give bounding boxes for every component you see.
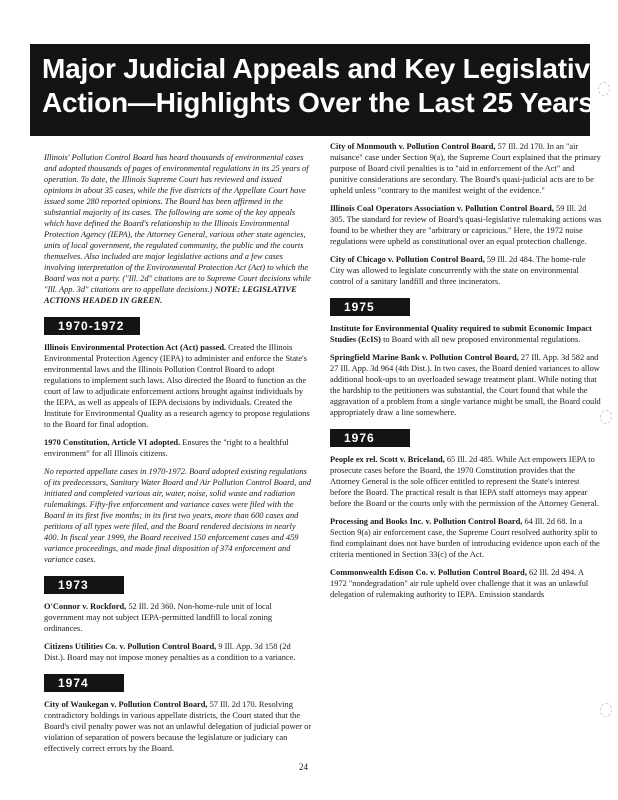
entry-citizens-utilities: Citizens Utilities Co. v. Pollution Control Board, 9 Ill. App. 3d 158 (2d Dist.). Board may not impose money penalties as a condition to a variance. xyxy=(44,642,296,662)
year-badge-1976: 1976 xyxy=(330,429,410,447)
entry-oconnor-rockford: O'Connor v. Rockford, 52 Ill. 2d 360. Non-home-rule unit of local government may not subject IEPA-permitted landfill to local zoning ordinances. xyxy=(44,602,273,633)
entry-ieq-ecis: Institute for Environmental Quality required to submit Economic Impact Studies (EcIS) to Board with all new proposed environmental regulations. xyxy=(330,324,592,344)
entry-ilepa-act: Illinois Environmental Protection Act (Act) passed. Created the Illinois Environmental Protection Agency (IEPA) to administer and enforce the State's environmental laws and the Illinois Pollution Control Board to adopt regulations to implement such laws. Also directed the Board to function as the court of law to adjudicate enforcement actions brought against individuals by the IEPA, as well as appeals of IEPA decisions by individuals. Created the Institute for Environmental Quality as a research agency to propose regulations to the Board for final adoption. xyxy=(44,343,310,429)
entry-commonwealth-edison: Commonwealth Edison Co. v. Pollution Control Board, 62 Ill. 2d 494. A 1972 "nondegradation" air rule upheld over challenge that it was an unlawful delegation of rulemaking authority to IEPA. Emission standards xyxy=(330,568,589,599)
scan-hole-mark xyxy=(600,703,612,717)
page-number: 24 xyxy=(299,762,308,772)
entry-scott-briceland: People ex rel. Scott v. Briceland, 65 Ill. 2d 485. While Act empowers IEPA to prosecute cases before the Board, the 1970 Constitution provides that the Attorney General is the sole officer entitled to represent the State's interest before the Board. The practical result is that IEPA staff attorneys may appear before the Board or the courts only with the permission of the Attorney General. xyxy=(330,455,599,508)
year-badge-1973: 1973 xyxy=(44,576,124,594)
intro-text: Illinois' Pollution Control Board has heard thousands of environmental cases and adopted thousands of pages of environmental regulations in its 25 years of operation. To date, the Illinois Supreme Court has reviewed and issued opinions in about 35 cases, while the five districts of the Appellate Court have issued some 280 reported opinions. The Board has been affirmed in the substantial majority of its cases. The following are some of the key appeals which have defined the Board's relationship to the Illinois Environmental Protection Agency (IEPA), the Attorney General, various other state agencies, units of local government, the regulated community, the public and the courts themselves. Also included are major legislative actions and a few cases involving interpretation of the Environmental Protection Act (Act) to which the Board was not a party. ("Ill. 2d" citations are to Supreme Court decisions while "Ill. App. 3d" citations are to appellate decisions.) xyxy=(44,153,311,294)
year-badge-1974: 1974 xyxy=(44,674,124,692)
legislative-note: NOTE: LEGISLATIVE ACTIONS HEADED IN GREEN. xyxy=(44,285,297,305)
right-column xyxy=(330,141,602,607)
scan-hole-mark xyxy=(598,82,610,96)
entry-1970-constitution: 1970 Constitution, Article VI adopted. Ensures the "right to a healthful environment" for all Illinois citizens. xyxy=(44,438,289,458)
entry-city-of-chicago: City of Chicago v. Pollution Control Board, 59 Ill. 2d 484. The home-rule City was allowed to legislate concurrently with the state on environmental control of a sanitary landfill and three incinerators. xyxy=(330,255,586,286)
entry-1970-summary: No reported appellate cases in 1970-1972. Board adopted existing regulations of its predecessors, Sanitary Water Board and Air Pollution Control Board, and initiated and completed various air, water, noise, solid waste and radiation rulemakings. Fifty-five enforcement and variance cases were filed with the Board in its first five months; in its first two years, more than 600 cases and petitions of all types were filed, and the Board rendered decisions in nearly 400. In fiscal year 1999, the Board received 150 enforcement cases and 459 variance proceedings, and made final disposition of 374 enforcement and variance cases. xyxy=(44,467,311,564)
left-column xyxy=(44,152,312,761)
entry-monmouth: City of Monmouth v. Pollution Control Board, 57 Ill. 2d 170. In an "air nuisance" case under Section 9(a), the Supreme Court explained that the primary purpose of Board civil penalties is to "aid in enforcement of the Act" and punitive considerations are secondary. The Board's quasi-judicial acts are to be upheld unless "contrary to the manifest weight of the evidence." xyxy=(330,142,601,195)
entry-springfield-marine: Springfield Marine Bank v. Pollution Control Board, 27 Ill. App. 3d 582 and 27 Ill. App. 3d 964 (4th Dist.). In two cases, the Board denied variances to allow additional hook-ups to an overloaded sewage treatment plant. While noting that the hardship to the petitioners was substantial, the Court found that while the aggravation of a problem from a single variance might be small, the Board could appropriately draw a line somewhere. xyxy=(330,353,601,417)
title-line-2: Action—Highlights Over the Last 25 Years xyxy=(42,87,594,118)
year-badge-1975: 1975 xyxy=(330,298,410,316)
entry-coal-operators: Illinois Coal Operators Association v. Pollution Control Board, 59 Ill. 2d 305. The standard for review of Board's quasi-legislative rulemaking actions was found to be whether they are "arbitrary or capricious." Here, the 1972 noise regulations were upheld as constitutional over an equal protection challenge. xyxy=(330,204,602,246)
title-line-1: Major Judicial Appeals and Key Legislative xyxy=(42,53,606,84)
entry-waukegan: City of Waukegan v. Pollution Control Board, 57 Ill. 2d 170. Resolving contradictory holdings in various appellate districts, the Court stated that the Board's civil penalty power was not an unlawful delegation of judicial power or violation of separation of powers because the legislature or judiciary can effectively correct errors by the Board. xyxy=(44,700,312,753)
entry-processing-books: Processing and Books Inc. v. Pollution Control Board, 64 Ill. 2d 68. In a Section 9(a) air enforcement case, the Supreme Court resolved authority split to find complainant does not have burden of introducing evidence upon each of the criteria mentioned in Section 33(c) of the Act. xyxy=(330,517,600,559)
year-badge-1970-1972: 1970-1972 xyxy=(44,317,140,335)
intro-paragraph xyxy=(44,152,312,306)
page-title-banner xyxy=(30,44,606,136)
